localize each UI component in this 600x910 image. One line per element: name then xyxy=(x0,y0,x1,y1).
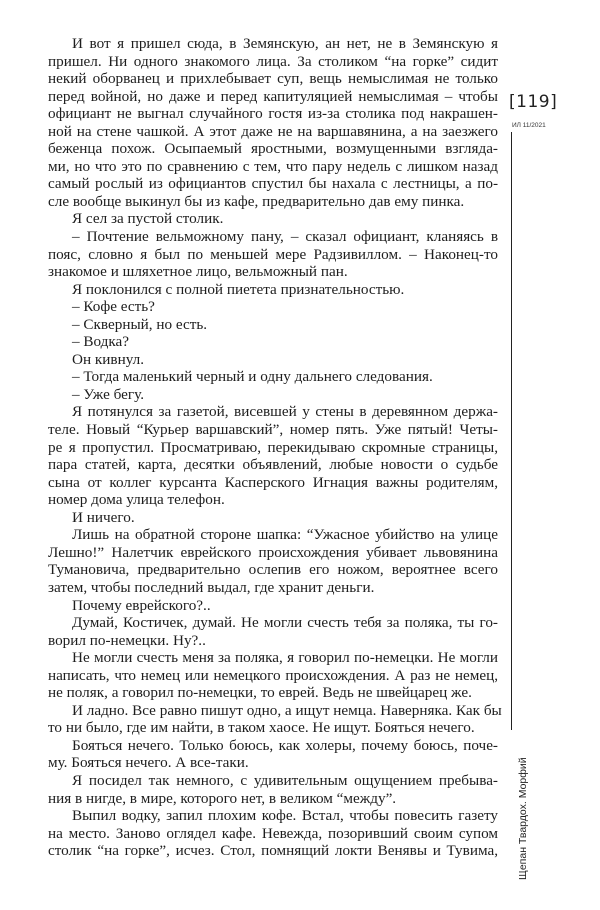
text-line: написать, что немец или немецкого происхождения. А раз не немец, xyxy=(48,666,498,684)
text-line: официант не выгнал случайного гостя из-за столика под накрашен- xyxy=(48,105,498,123)
text-line: сына от коллег курсанта Касперского Игнация важны родителям, xyxy=(48,473,498,491)
text-line: – Уже бегу. xyxy=(72,385,145,403)
text-line: – Скверный, но есть. xyxy=(72,315,208,333)
text-line: Я поклонился с полной пиетета признательностью. xyxy=(72,280,405,298)
text-line: самый рослый из официантов спустил бы нахала с лестницы, а по- xyxy=(48,175,498,193)
text-line: сле вообще выкинул бы из кафе, предварительно дав ему пинка. xyxy=(48,192,465,210)
text-line: Бояться нечего. Только боюсь, как холеры, почему боюсь, поче- xyxy=(72,736,498,754)
paragraph xyxy=(48,807,498,860)
text-line: номер дома улица телефон. xyxy=(48,491,225,509)
paragraph xyxy=(48,281,498,299)
text-line: И вот я пришел сюда, в Земянскую, ан нет, не в Земянскую я xyxy=(72,35,498,52)
text-line: знакомое и шляхетное лицо, вельможный пан. xyxy=(48,263,348,281)
text-line: перед войной, но даже и перед капитуляцией немыслимая – чтобы xyxy=(48,87,498,105)
paragraph xyxy=(48,509,498,527)
text-line: Тумановича, предварительно ослепив его ножом, вероятнее всего xyxy=(48,561,498,579)
paragraph xyxy=(48,351,498,369)
paragraph xyxy=(48,597,498,615)
text-line: ния в нигде, в мире, которого нет, в великом “между”. xyxy=(48,789,397,807)
text-line: ре я пропустил. Просматриваю, перекидываю скромные страницы, xyxy=(48,438,498,456)
text-line: Я потянулся за газетой, висевшей у стены в деревянном держа- xyxy=(72,403,498,421)
text-line: – Почтение вельможному пану, – сказал официант, кланяясь в xyxy=(72,228,498,246)
paragraph xyxy=(48,772,498,807)
text-line: Он кивнул. xyxy=(72,350,144,368)
paragraph xyxy=(48,210,498,228)
text-line: столик “на горке”, исчез. Стол, помнящий локти Венявы и Тувима, xyxy=(48,842,498,860)
body-text xyxy=(48,35,502,860)
text-line: на место. Заново оглядел кафе. Невежда, позоривший своим супом xyxy=(48,824,498,842)
paragraph xyxy=(48,649,498,702)
text-line: затем, чтобы последний выдал, где хранит деньги. xyxy=(48,578,375,596)
text-line: Выпил водку, запил плохим кофе. Встал, чтобы повесить газету xyxy=(72,807,498,825)
margin-rule xyxy=(511,132,512,730)
text-line: Думай, Костичек, думай. Не могли счесть тебя за поляка, ты го- xyxy=(72,614,498,632)
text-line: ми, но что это по сравнению с тем, что пару недель с лишком назад xyxy=(48,157,498,175)
paragraph xyxy=(48,228,498,281)
text-line: И ничего. xyxy=(72,508,135,526)
paragraph xyxy=(48,333,498,351)
paragraph xyxy=(48,35,498,210)
text-line: пришел. Ни одного знакомого лица. За столиком “на горке” сидит xyxy=(48,52,498,70)
text-line: беженца похож. Осыпаемый яростными, возмущенными взгляда- xyxy=(48,140,498,158)
text-line: Лишь на обратной стороне шапка: “Ужасное убийство на улице xyxy=(72,526,498,544)
text-line: ворил по-немецки. Ну?.. xyxy=(48,631,206,649)
text-line: не поляк, а говорил по-немецки, то еврей. Ведь не швейцарец же. xyxy=(48,684,472,702)
page-number: [119] xyxy=(509,92,558,112)
text-line: Лешно!” Налетчик еврейского происхождения убивает львовянина xyxy=(48,543,498,561)
text-line: Я посидел так немного, с удивительным ощущением пребыва- xyxy=(72,771,498,789)
text-line: – Кофе есть? xyxy=(72,298,155,316)
text-line: пара статей, карта, десятки объявлений, любые новости о судьбе xyxy=(48,456,498,474)
paragraph xyxy=(48,298,498,316)
paragraph xyxy=(48,316,498,334)
paragraph xyxy=(48,701,502,737)
paragraph xyxy=(48,737,498,772)
text-line: некий оборванец и прихлебывает суп, вещь немыслимая не только xyxy=(48,70,498,88)
text-line: Почему еврейского?.. xyxy=(72,596,211,614)
issue-label: ИЛ 11/2021 xyxy=(512,122,546,129)
text-line: пояс, словно я был по меньшей мере Радзивиллом. – Наконец-то xyxy=(48,245,498,263)
running-title: Щепан Твардох. Морфий xyxy=(517,757,529,880)
text-line: ной на стене чашкой. А этот даже не на варшавянина, а на заезжего xyxy=(48,122,498,140)
text-line: Не могли счесть меня за поляка, я говорил по-немецки. Не могли xyxy=(72,649,498,667)
text-line: Я сел за пустой столик. xyxy=(72,210,224,228)
text-line: то ни было, где им найти, в таком хаосе. Не ищут. Бояться нечего. xyxy=(48,719,475,737)
paragraph xyxy=(48,614,498,649)
text-line: – Тогда маленький черный и одну дальнего следования. xyxy=(72,368,433,386)
paragraph xyxy=(48,386,498,404)
paragraph xyxy=(48,526,498,596)
paragraph xyxy=(48,368,498,386)
paragraph xyxy=(48,403,498,508)
text-line: теле. Новый “Курьер варшавский”, номер пять. Уже пятый! Четы- xyxy=(48,421,498,439)
text-line: И ладно. Все равно пишут одно, а ищут немца. Наверняка. Как бы xyxy=(72,701,502,719)
text-line: му. Бояться нечего. А все-таки. xyxy=(48,754,249,772)
text-line: – Водка? xyxy=(72,333,130,351)
